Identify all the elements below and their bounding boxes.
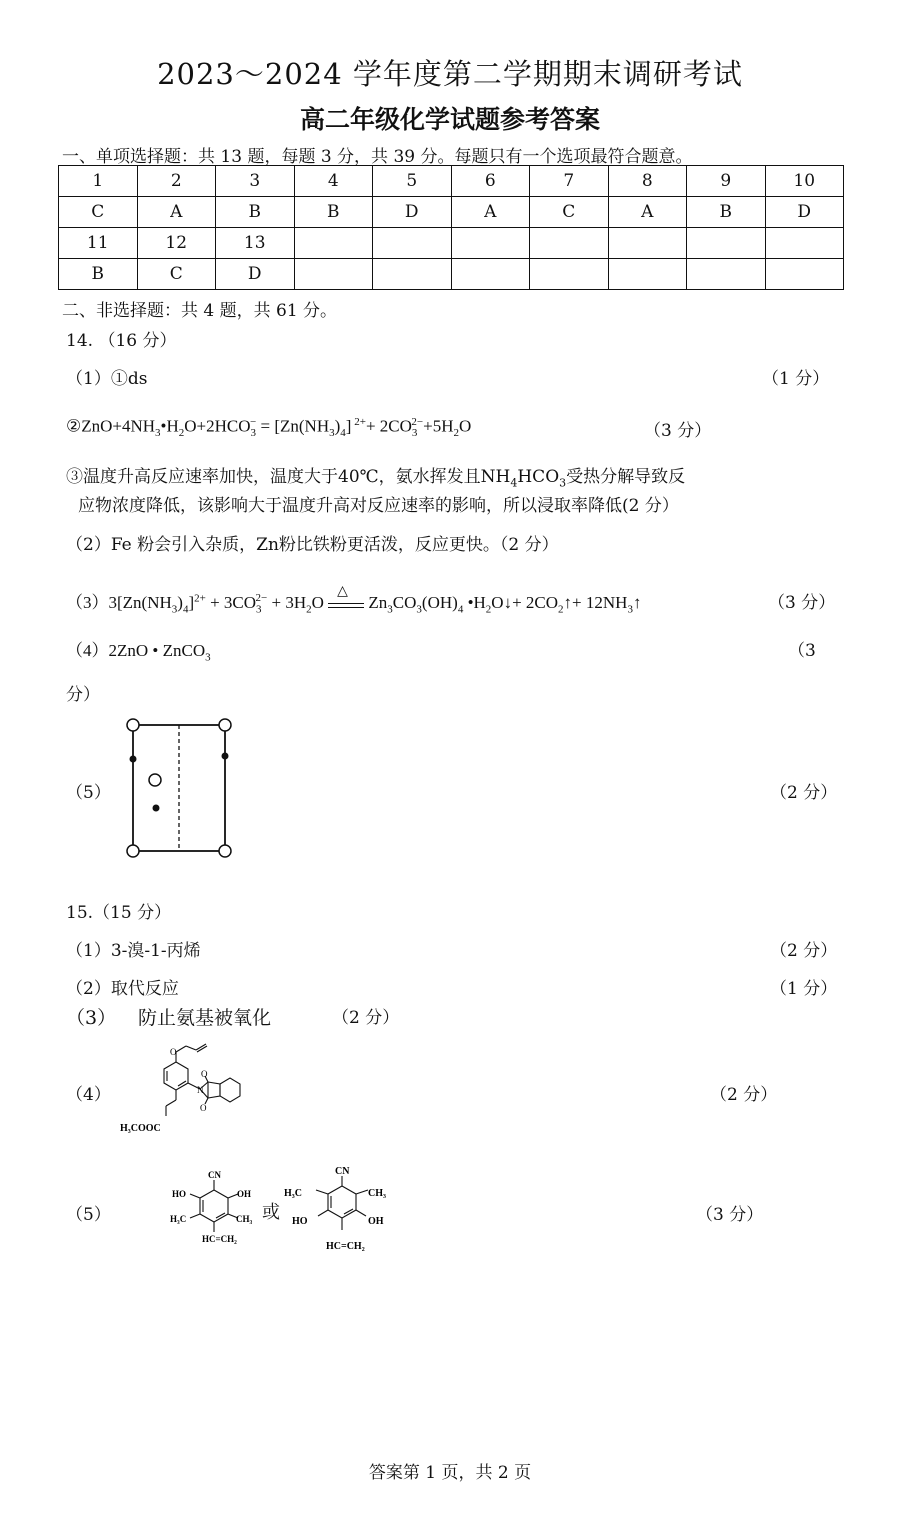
q14-p1c-line2: 应物浓度降低，该影响大于温度升高对反应速率的影响，所以浸取率降低(2 分） <box>78 496 679 516</box>
answer-table <box>58 165 844 290</box>
table-cell <box>608 259 687 290</box>
table-cell: 5 <box>373 166 452 197</box>
q15-p3-label: （3） <box>66 1007 117 1029</box>
q15-p2-score: （1 分） <box>770 979 838 999</box>
table-cell: D <box>216 259 295 290</box>
table-cell <box>294 259 373 290</box>
structure-label: H₃C <box>170 1214 187 1224</box>
table-cell: 4 <box>294 166 373 197</box>
q14-p4-score-wrap: 分） <box>66 685 100 705</box>
table-cell: C <box>59 197 138 228</box>
table-cell: 7 <box>530 166 609 197</box>
table-cell: 6 <box>451 166 530 197</box>
table-cell: B <box>687 197 766 228</box>
page-footer: 答案第 1 页，共 2 页 <box>368 1463 532 1483</box>
table-cell <box>451 259 530 290</box>
table-cell: C <box>137 259 216 290</box>
table-cell <box>530 259 609 290</box>
structure-label: HC=CH₂ <box>202 1234 237 1244</box>
table-cell: 11 <box>59 228 138 259</box>
table-cell: A <box>608 197 687 228</box>
q15-p2-answer: （2）取代反应 <box>66 979 179 999</box>
structure-label: HC=CH₂ <box>326 1241 365 1252</box>
table-cell <box>687 259 766 290</box>
q14-p1-answer: （1）①ds <box>66 369 148 389</box>
q15-p1-answer: （1）3-溴-1-丙烯 <box>66 941 201 961</box>
part-label: （3） <box>66 593 109 612</box>
q15-p4-label: （4） <box>66 1085 111 1105</box>
line-text: ③温度升高反应速率加快，温度大于40℃，氨水挥发且NH <box>66 467 511 487</box>
q15-heading: 15.（15 分） <box>66 903 172 923</box>
q14-p3-equation: $(3)3[Zn(NH_3)_4]^{2+} + 3CO_3^{2-} + 3H_2O$ △ $Zn_3CO_3(OH)_4$ $•H_2O↓+$ $2CO_2↑+$ $12NH_3↑$ <box>66 584 642 616</box>
page-subtitle: 高二年级化学试题参考答案 <box>299 105 600 134</box>
q14-p5-label: （5） <box>66 783 111 803</box>
table-cell: 8 <box>608 166 687 197</box>
svg-text:N: N <box>197 1085 204 1095</box>
table-cell <box>373 259 452 290</box>
table-row <box>59 197 844 228</box>
table-cell: B <box>294 197 373 228</box>
structure-label: H₃C <box>284 1188 302 1199</box>
q14-p1b-score: （3 分） <box>644 421 712 441</box>
q14-p3-score: （3 分） <box>768 593 836 613</box>
q15-p4-score: （2 分） <box>710 1085 778 1105</box>
line-text: 受热分解导致反 <box>566 467 686 487</box>
q15-p5-structure-b <box>282 1156 402 1260</box>
structure-label: OH <box>368 1216 384 1227</box>
q14-heading: 14. （16 分） <box>66 331 177 351</box>
structure-label: CN <box>335 1166 350 1177</box>
svg-text:O: O <box>170 1047 177 1057</box>
structure-label: H₃COOC <box>120 1123 161 1134</box>
q14-p1c-line1: ③温度升高反应速率加快，温度大于40℃，氨水挥发且$NH_4HCO_3$受热分解导致反 <box>66 467 686 490</box>
table-cell: 3 <box>216 166 295 197</box>
table-cell: B <box>59 259 138 290</box>
table-cell: 12 <box>137 228 216 259</box>
structure-label: CN <box>208 1170 221 1180</box>
q15-p4-structure <box>118 1036 258 1136</box>
table-cell: 9 <box>687 166 766 197</box>
q14-p4-answer: （4）2ZnO • ZnCO$_3$ <box>66 641 211 664</box>
svg-text:O: O <box>200 1103 207 1113</box>
table-cell: 1 <box>59 166 138 197</box>
q15-p5-label: （5） <box>66 1205 111 1225</box>
structure-label: HO <box>292 1216 308 1227</box>
q14-p1-score: （1 分） <box>762 369 830 389</box>
table-cell <box>687 228 766 259</box>
crystal-cell-diagram <box>120 712 240 862</box>
table-cell: A <box>451 197 530 228</box>
table-cell <box>765 228 844 259</box>
table-cell: A <box>137 197 216 228</box>
table-cell: C <box>530 197 609 228</box>
structure-label: HO <box>172 1189 187 1199</box>
svg-text:O: O <box>201 1069 208 1079</box>
page-title: 2023～2024 学年度第二学期期末调研考试 <box>157 57 743 91</box>
structure-label: CH₃ <box>236 1214 253 1224</box>
table-cell: 13 <box>216 228 295 259</box>
q15-p5-score: （3 分） <box>696 1205 764 1225</box>
q15-p3-answer: 防止氨基被氧化 <box>138 1007 272 1029</box>
structure-label: CH₃ <box>368 1188 386 1199</box>
answer-text: （4）2ZnO • ZnCO <box>66 641 206 660</box>
table-row <box>59 228 844 259</box>
equation-prefix: ②ZnO+4NH <box>66 416 156 436</box>
q14-p1b-equation: $②ZnO+4NH_3•H_2O+2HCO_3^- = [Zn(NH_3)_4]$ $^{2+}+ 2CO_3^{2-}+5H_2O$ <box>66 416 472 440</box>
table-row <box>59 259 844 290</box>
part2-heading: 二、非选择题：共 4 题，共 61 分。 <box>62 301 338 321</box>
table-cell: D <box>373 197 452 228</box>
table-cell <box>530 228 609 259</box>
table-cell <box>451 228 530 259</box>
q14-p5-score: （2 分） <box>770 783 838 803</box>
q15-p5-structure-a <box>168 1160 268 1260</box>
table-row <box>59 166 844 197</box>
table-cell <box>765 259 844 290</box>
heat-arrow-icon: △ <box>328 595 364 613</box>
table-cell <box>294 228 373 259</box>
table-cell: B <box>216 197 295 228</box>
table-cell: 10 <box>765 166 844 197</box>
table-cell: D <box>765 197 844 228</box>
part1-heading: 一、单项选择题：共 13 题，每题 3 分，共 39 分。每题只有一个选项最符合题意。 <box>62 147 693 167</box>
q15-p1-score: （2 分） <box>770 941 838 961</box>
q15-p5-or: 或 <box>262 1202 280 1223</box>
q14-p4-score: （3 <box>788 641 816 661</box>
q14-p2-answer: （2）Fe 粉会引入杂质，Zn粉比铁粉更活泼，反应更快。（2 分） <box>66 535 559 555</box>
q15-p3-score: （2 分） <box>332 1008 400 1028</box>
table-cell <box>608 228 687 259</box>
structure-label: OH <box>237 1189 252 1199</box>
table-cell: 2 <box>137 166 216 197</box>
table-cell <box>373 228 452 259</box>
line-text: HCO <box>517 467 560 487</box>
